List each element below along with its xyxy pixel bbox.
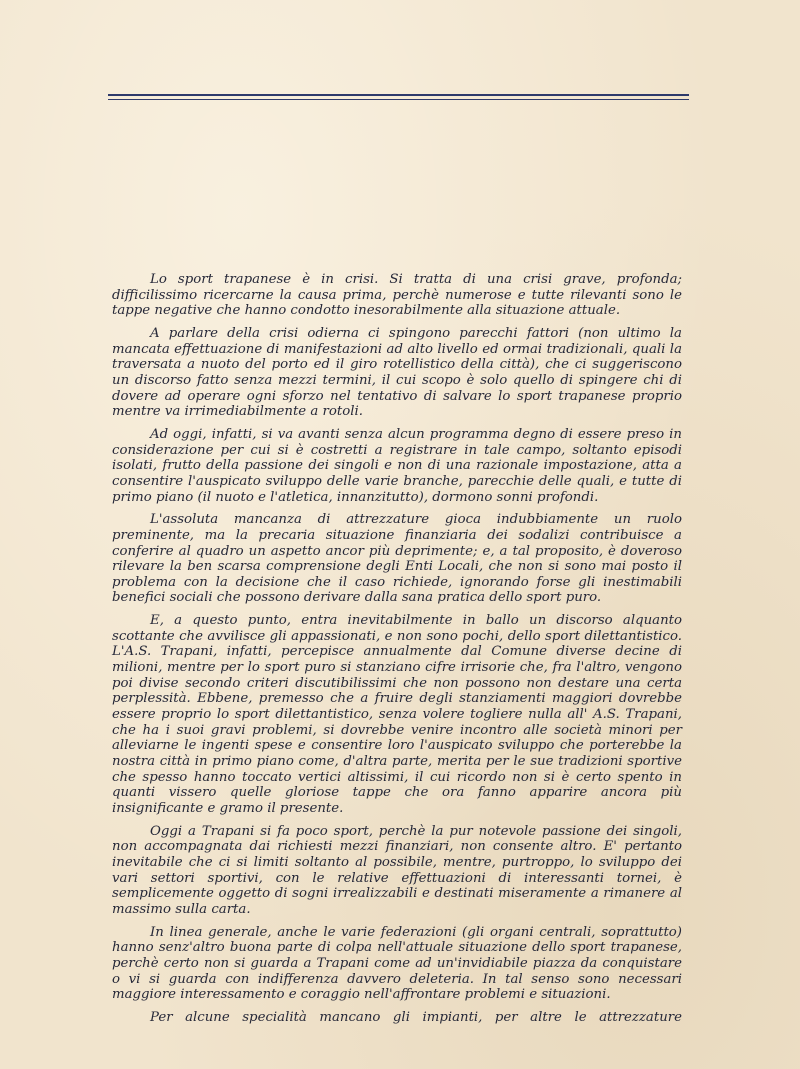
paragraph-8: Per alcune specialità mancano gli impianti, per altre le attrezzature <box>150 1009 682 1025</box>
paragraph-7: In linea generale, anche le varie federazioni (gli organi centrali, soprattutto) hanno senz'altro buona parte di colpa nell'attuale situazione dello sport trapanese, perchè certo non si guarda a Trapani come ad un'invidiabile piazza da conquistare o vi si guarda con indifferenza davvero deleteria. In tal senso sono necessari maggiore interessamento e coraggio nell'affrontare problemi e situazioni. <box>112 924 682 1003</box>
paragraph-4: L'assoluta mancanza di attrezzature gioca indubbiamente un ruolo preminente, ma la precaria situazione finanziaria dei sodalizi contribuisce a conferire al quadro un aspetto ancor più deprimente; e, a tal proposito, è doveroso rilevare la ben scarsa comprensione degli Enti Locali, che non si sono mai posto il problema con la decisione che il caso richiede, ignorando forse gli inestimabili benefici sociali che possono derivare dalla sana pratica dello sport puro. <box>112 512 682 606</box>
header-rule-thick <box>108 94 689 96</box>
paragraph-1: Lo sport trapanese è in crisi. Si tratta di una crisi grave, profonda; difficilissimo ricercarne la causa prima, perchè numerose e tutte rilevanti sono le tappe negative che hanno condotto inesorabilmente alla situazione attuale. <box>112 272 682 319</box>
article-body <box>112 272 682 1026</box>
paragraph-2: A parlare della crisi odierna ci spingono parecchi fattori (non ultimo la mancata effettuazione di manifestazioni ad alto livello ed ormai tradizionali, quali la traversata a nuoto del porto ed il giro rotellistico della città), che ci suggeriscono un discorso fatto senza mezzi termini, il cui scopo è solo quello di spingere chi di dovere ad operare ogni sforzo nel tentativo di salvare lo sport trapanese proprio mentre va irrimediabilmente a rotoli. <box>112 325 682 420</box>
paragraph-3: Ad oggi, infatti, si va avanti senza alcun programma degno di essere preso in considerazione per cui si è costretti a registrare in tale campo, soltanto episodi isolati, frutto della passione dei singoli e non di una razionale impostazione, atta a consentire l'auspicato sviluppo delle varie branche, parecchie delle quali, e tutte di primo piano (il nuoto e l'atletica, innanzitutto), dormono sonni profondi. <box>112 426 682 505</box>
paragraph-6: Oggi a Trapani si fa poco sport, perchè la pur notevole passione dei singoli, non accompagnata dai richiesti mezzi finanziari, non consente altro. E' pertanto inevitabile che ci si limiti soltanto al possibile, mentre, purtroppo, lo sviluppo dei vari settori sportivi, con le relative effettuazioni di interessanti tornei, è semplicemente oggetto di sogni irrealizzabili e destinati miseramente a rimanere al massimo sulla carta. <box>112 823 682 917</box>
paragraph-5: E, a questo punto, entra inevitabilmente in ballo un discorso alquanto scottante che avvilisce gli appassionati, e non sono pochi, dello sport dilettantistico. L'A.S. Trapani, infatti, percepisce annualmente dal Comune diverse decine di milioni, mentre per lo sport puro si stanziano cifre irrisorie che, fra l'altro, vengono poi divise secondo criteri discutibilissimi che non possono non destare una certa perplessità. Ebbene, premesso che a fruire degli stanziamenti maggiori dovrebbe essere proprio lo sport dilettantistico, senza volere togliere nulla all' A.S. Trapani, che ha i suoi gravi problemi, si dovrebbe venire incontro alle società minori per alleviarne le ingenti spese e consentire loro l'auspicato sviluppo che porterebbe la nostra città in primo piano come, d'altra parte, merita per le sue tradizioni sportive che spesso hanno toccato vertici altissimi, il cui ricordo non si è certo spento in quanti vissero quelle gloriose tappe che ora fanno apparire ancora più insignificante e gramo il presente. <box>112 613 682 816</box>
header-rule-thin <box>108 99 689 100</box>
